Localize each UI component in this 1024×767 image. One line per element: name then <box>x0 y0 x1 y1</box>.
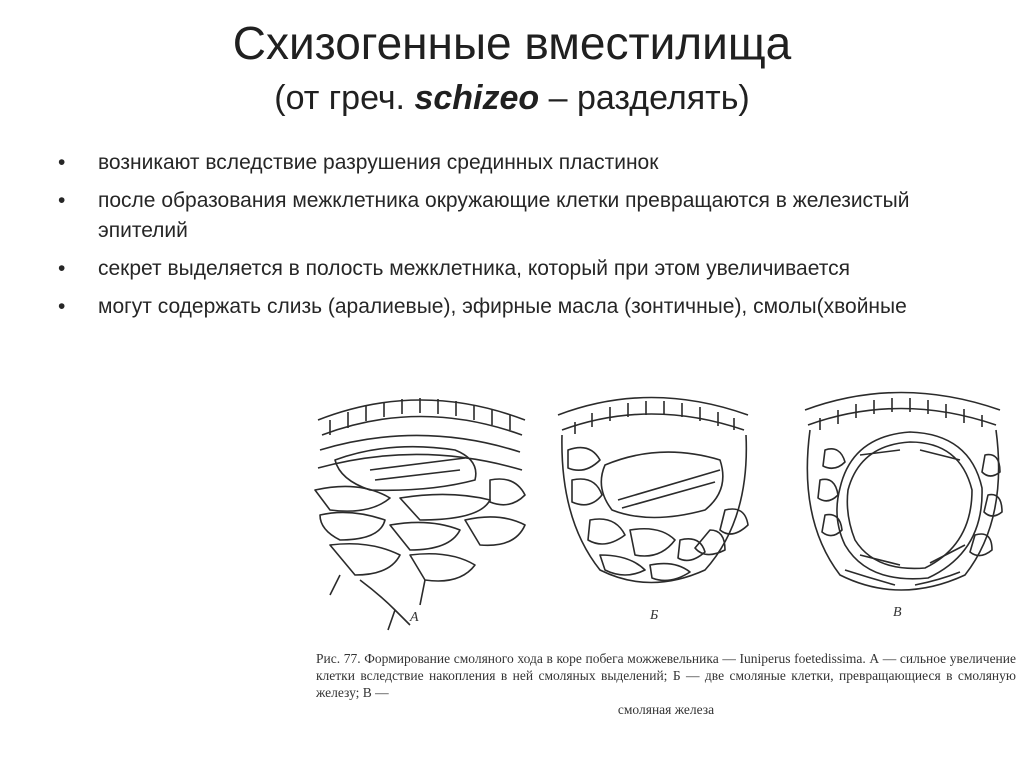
bullet-list <box>58 148 978 330</box>
subtitle-prefix: (от греч. <box>274 79 415 117</box>
bullet-text: секрет выделяется в полость межклетника, который при этом увеличивается <box>98 257 850 280</box>
bullet-marker: • <box>58 151 66 174</box>
bullet-item <box>58 148 978 178</box>
bullet-text: возникают вследствие разрушения срединных пластинок <box>98 151 659 174</box>
panel-b-label: Б <box>650 608 659 623</box>
caption-last-line: смоляная железа <box>617 702 715 717</box>
resin-duct-illustration <box>300 380 1020 650</box>
subtitle-greek-word: schizeo <box>414 79 540 117</box>
caption-main-text: Рис. 77. Формирование смоляного хода в коре побега можжевельника — Iuniperus foetedissima. А — сильное увеличение клетки вследствие накопления в ней смоляных выделений; Б — две смоляные клетки, превращающиеся в смоляную железу; В — <box>316 651 1016 700</box>
bullet-marker: • <box>58 189 66 212</box>
panel-c-drawing <box>805 393 1002 591</box>
bullet-text: после образования межклетника окружающие клетки превращаются в железистый эпителий <box>98 189 910 242</box>
bullet-item <box>58 254 978 284</box>
bullet-marker: • <box>58 295 66 318</box>
panel-c-label: В <box>893 605 902 620</box>
bullet-item <box>58 292 978 322</box>
panel-b-drawing <box>558 398 748 583</box>
panel-a-drawing <box>315 398 525 630</box>
figure-caption <box>316 650 1016 718</box>
bullet-marker: • <box>58 257 66 280</box>
slide-subtitle <box>0 76 1024 120</box>
bullet-text: могут содержать слизь (аралиевые), эфирные масла (зонтичные), смолы(хвойные <box>98 295 907 318</box>
slide-title: Схизогенные вместилища <box>232 17 792 69</box>
panel-a-label: А <box>410 610 419 625</box>
bullet-item <box>58 186 978 246</box>
subtitle-suffix: – разделять) <box>539 79 750 117</box>
